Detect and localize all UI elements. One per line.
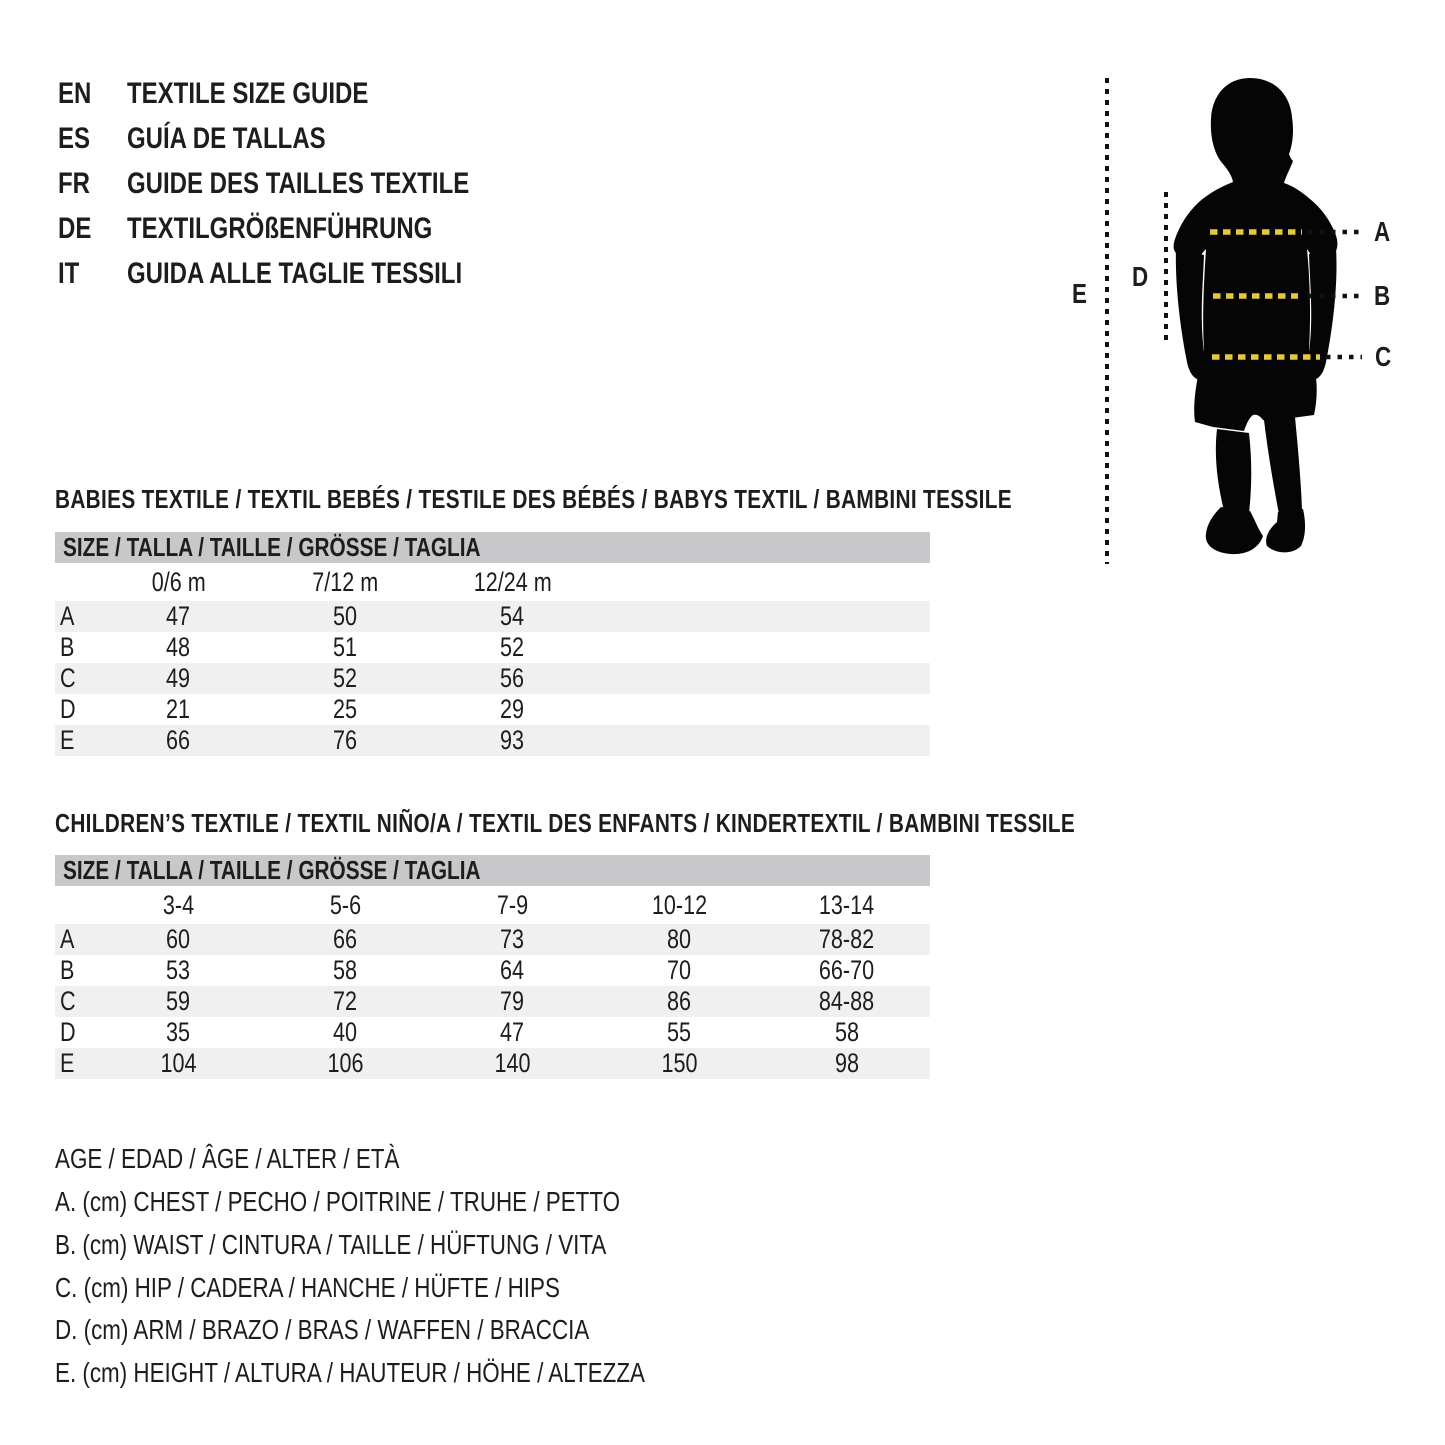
size-cell: 52 — [500, 632, 525, 662]
empty-cell — [763, 563, 930, 601]
row-label: C — [60, 663, 76, 693]
empty-cell — [763, 632, 930, 663]
column-header: 7/12 m — [312, 566, 379, 597]
size-cell: 78-82 — [818, 924, 875, 954]
size-cell: 104 — [160, 1048, 197, 1078]
empty-cell — [596, 725, 763, 756]
size-cell: 150 — [661, 1048, 698, 1078]
empty-cell — [596, 663, 763, 694]
babies-section-title: BABIES TEXTILE / TEXTIL BEBÉS / TESTILE DES BÉBÉS / BABYS TEXTIL / BAMBINI TESSILE — [55, 484, 1012, 514]
children-size-table — [55, 855, 930, 1079]
size-header-bar — [55, 855, 930, 886]
silhouette-left-arm — [1176, 248, 1206, 380]
size-header-label: SIZE / TALLA / TAILLE / GRÖSSE / TAGLIA — [63, 855, 481, 885]
silhouette-right-leg — [1264, 417, 1302, 514]
marker-label-e: E — [1072, 278, 1087, 309]
column-header: 13-14 — [818, 889, 875, 920]
row-label: E — [60, 1048, 75, 1078]
row-label: C — [60, 986, 76, 1016]
size-cell: 80 — [667, 924, 692, 954]
guide-title: GUIDE DES TAILLES TEXTILE — [127, 167, 470, 200]
legend-line-hip: C. (cm) HIP / CADERA / HANCHE / HÜFTE / HIPS — [55, 1272, 560, 1303]
legend-line-chest: A. (cm) CHEST / PECHO / POITRINE / TRUHE / PETTO — [55, 1186, 621, 1217]
size-cell: 59 — [166, 986, 191, 1016]
babies-size-table — [55, 532, 930, 756]
guide-title: GUÍA DE TALLAS — [127, 122, 326, 155]
legend-line-arm: D. (cm) ARM / BRAZO / BRAS / WAFFEN / BRACCIA — [55, 1314, 590, 1345]
size-cell: 47 — [500, 1017, 525, 1047]
table-row — [55, 663, 930, 694]
table-row — [55, 632, 930, 663]
size-cell: 66 — [166, 725, 191, 755]
silhouette-right-shoe — [1266, 509, 1305, 552]
column-header: 10-12 — [651, 889, 708, 920]
row-label: B — [60, 955, 75, 985]
language-code: FR — [58, 167, 90, 200]
size-cell: 106 — [327, 1048, 364, 1078]
silhouette-left-shoe — [1206, 507, 1263, 554]
language-code: DE — [58, 212, 92, 245]
size-cell: 58 — [834, 1017, 859, 1047]
size-cell: 47 — [166, 601, 191, 631]
row-label: A — [60, 924, 75, 954]
empty-cell — [763, 601, 930, 632]
size-cell: 25 — [333, 694, 358, 724]
language-code: IT — [58, 257, 80, 290]
size-cell: 76 — [333, 725, 358, 755]
empty-cell — [596, 601, 763, 632]
empty-cell — [763, 694, 930, 725]
size-cell: 73 — [500, 924, 525, 954]
size-cell: 66-70 — [818, 955, 875, 985]
guide-title: GUIDA ALLE TAGLIE TESSILI — [127, 257, 463, 290]
size-cell: 72 — [333, 986, 358, 1016]
size-header-label: SIZE / TALLA / TAILLE / GRÖSSE / TAGLIA — [63, 532, 481, 562]
column-header: 0/6 m — [151, 566, 206, 597]
table-row — [55, 924, 930, 955]
row-label: D — [60, 694, 76, 724]
size-cell: 79 — [500, 986, 525, 1016]
size-cell: 29 — [500, 694, 525, 724]
language-code: EN — [58, 77, 92, 110]
silhouette-right-arm — [1307, 248, 1336, 380]
table-row — [55, 725, 930, 756]
size-cell: 54 — [500, 601, 525, 631]
size-cell: 49 — [166, 663, 191, 693]
size-cell: 35 — [166, 1017, 191, 1047]
column-header-row — [55, 563, 930, 601]
size-cell: 55 — [667, 1017, 692, 1047]
row-label: D — [60, 1017, 76, 1047]
legend-line-waist: B. (cm) WAIST / CINTURA / TAILLE / HÜFTUNG / VITA — [55, 1229, 607, 1260]
guide-title: TEXTILE SIZE GUIDE — [127, 77, 369, 110]
column-header-row — [55, 886, 930, 924]
size-header-bar — [55, 532, 930, 563]
column-header: 12/24 m — [473, 566, 552, 597]
table-row — [55, 694, 930, 725]
size-cell: 60 — [166, 924, 191, 954]
children-section-title: CHILDREN’S TEXTILE / TEXTIL NIÑO/A / TEXTIL DES ENFANTS / KINDERTEXTIL / BAMBINI TESSILE — [55, 808, 1076, 838]
column-header: 3-4 — [162, 889, 195, 920]
empty-cell — [596, 632, 763, 663]
column-header: 7-9 — [496, 889, 529, 920]
size-cell: 21 — [166, 694, 191, 724]
marker-label-a: A — [1374, 216, 1391, 247]
size-cell: 48 — [166, 632, 191, 662]
size-cell: 98 — [834, 1048, 859, 1078]
size-cell: 52 — [333, 663, 358, 693]
child-silhouette — [1174, 78, 1338, 554]
size-cell: 64 — [500, 955, 525, 985]
size-cell: 93 — [500, 725, 525, 755]
empty-cell — [763, 663, 930, 694]
row-label: A — [60, 601, 75, 631]
size-cell: 50 — [333, 601, 358, 631]
table-row — [55, 955, 930, 986]
table-row — [55, 986, 930, 1017]
empty-cell — [763, 725, 930, 756]
size-cell: 66 — [333, 924, 358, 954]
size-cell: 53 — [166, 955, 191, 985]
legend-line-height: E. (cm) HEIGHT / ALTURA / HAUTEUR / HÖHE / ALTEZZA — [55, 1357, 645, 1388]
legend-line-age: AGE / EDAD / ÂGE / ALTER / ETÀ — [55, 1143, 400, 1174]
marker-label-c: C — [1375, 341, 1392, 372]
table-row — [55, 1048, 930, 1079]
size-cell: 51 — [333, 632, 358, 662]
empty-cell — [596, 563, 763, 601]
language-code: ES — [58, 122, 91, 155]
marker-label-b: B — [1374, 280, 1391, 311]
table-row — [55, 1017, 930, 1048]
row-label: E — [60, 725, 75, 755]
table-row — [55, 601, 930, 632]
size-cell: 86 — [667, 986, 692, 1016]
empty-cell — [596, 694, 763, 725]
size-cell: 56 — [500, 663, 525, 693]
column-header: 5-6 — [329, 889, 362, 920]
size-cell: 84-88 — [818, 986, 875, 1016]
guide-title: TEXTILGRÖßENFÜHRUNG — [127, 212, 433, 245]
marker-label-d: D — [1132, 261, 1149, 292]
size-cell: 58 — [333, 955, 358, 985]
size-cell: 140 — [494, 1048, 531, 1078]
size-cell: 40 — [333, 1017, 358, 1047]
size-cell: 70 — [667, 955, 692, 985]
row-label: B — [60, 632, 75, 662]
